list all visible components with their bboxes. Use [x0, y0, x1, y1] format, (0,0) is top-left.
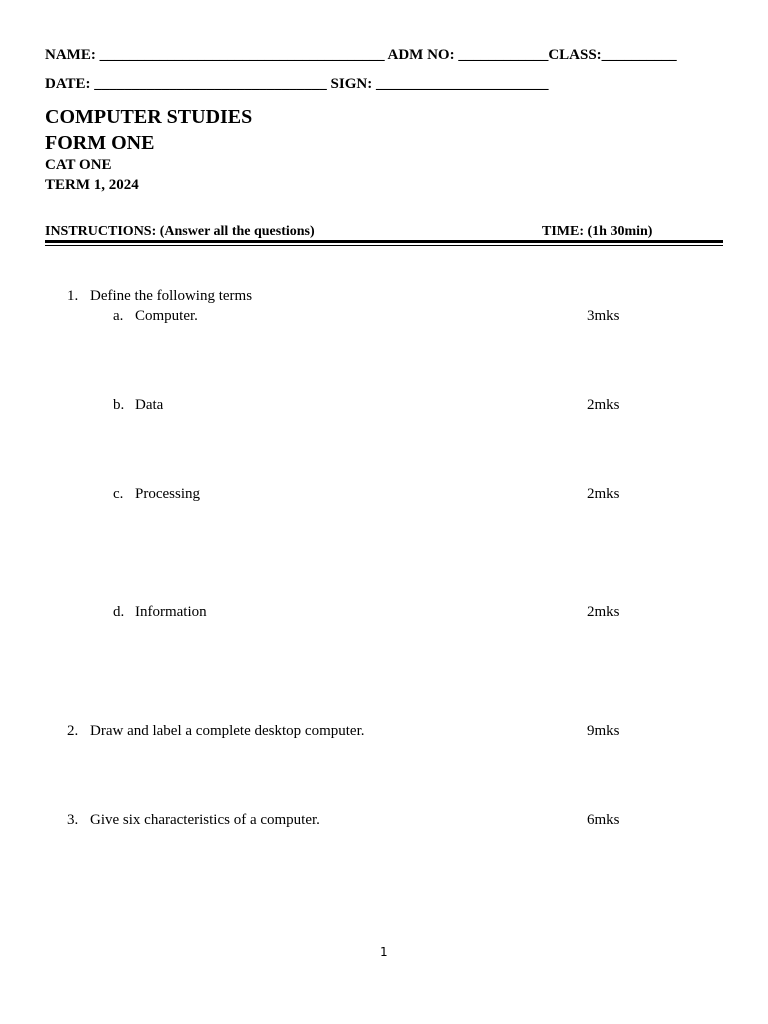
question-1a-marks: 3mks — [587, 308, 620, 324]
page-number: 1 — [380, 945, 388, 959]
question-3-text: Give six characteristics of a computer. — [90, 812, 320, 828]
question-1c-text: Processing — [135, 486, 200, 502]
form-title: FORM ONE — [45, 132, 155, 154]
question-3-marks: 6mks — [587, 812, 620, 828]
question-1c-marks: 2mks — [587, 486, 620, 502]
question-3-number: 3. — [67, 812, 79, 828]
question-1c-letter: c. — [113, 486, 124, 502]
question-2-number: 2. — [67, 723, 79, 739]
question-1-number: 1. — [67, 288, 79, 304]
instructions-rule-thin — [45, 245, 723, 246]
question-1d-letter: d. — [113, 604, 125, 620]
subject-title: COMPUTER STUDIES — [45, 106, 253, 128]
instructions-text: INSTRUCTIONS: (Answer all the questions) — [45, 224, 315, 239]
question-2-marks: 9mks — [587, 723, 620, 739]
time-allowed: TIME: (1h 30min) — [542, 224, 653, 239]
question-1a-text: Computer. — [135, 308, 198, 324]
question-1-text: Define the following terms — [90, 288, 253, 304]
question-1b-letter: b. — [113, 397, 125, 413]
question-1a-letter: a. — [113, 308, 124, 324]
term-title: TERM 1, 2024 — [45, 177, 139, 193]
question-1b-text: Data — [135, 397, 164, 413]
instructions-rule-thick — [45, 240, 723, 243]
question-2-text: Draw and label a complete desktop computer. — [90, 723, 365, 739]
cat-title: CAT ONE — [45, 157, 112, 173]
date-sign-line: DATE: _______________________________ SIGN: _______________________ — [45, 76, 549, 92]
question-1d-text: Information — [135, 604, 207, 620]
question-1b-marks: 2mks — [587, 397, 620, 413]
name-adm-class-line: NAME: ______________________________________ ADM NO: ____________CLASS:__________ — [45, 47, 677, 63]
question-1d-marks: 2mks — [587, 604, 620, 620]
